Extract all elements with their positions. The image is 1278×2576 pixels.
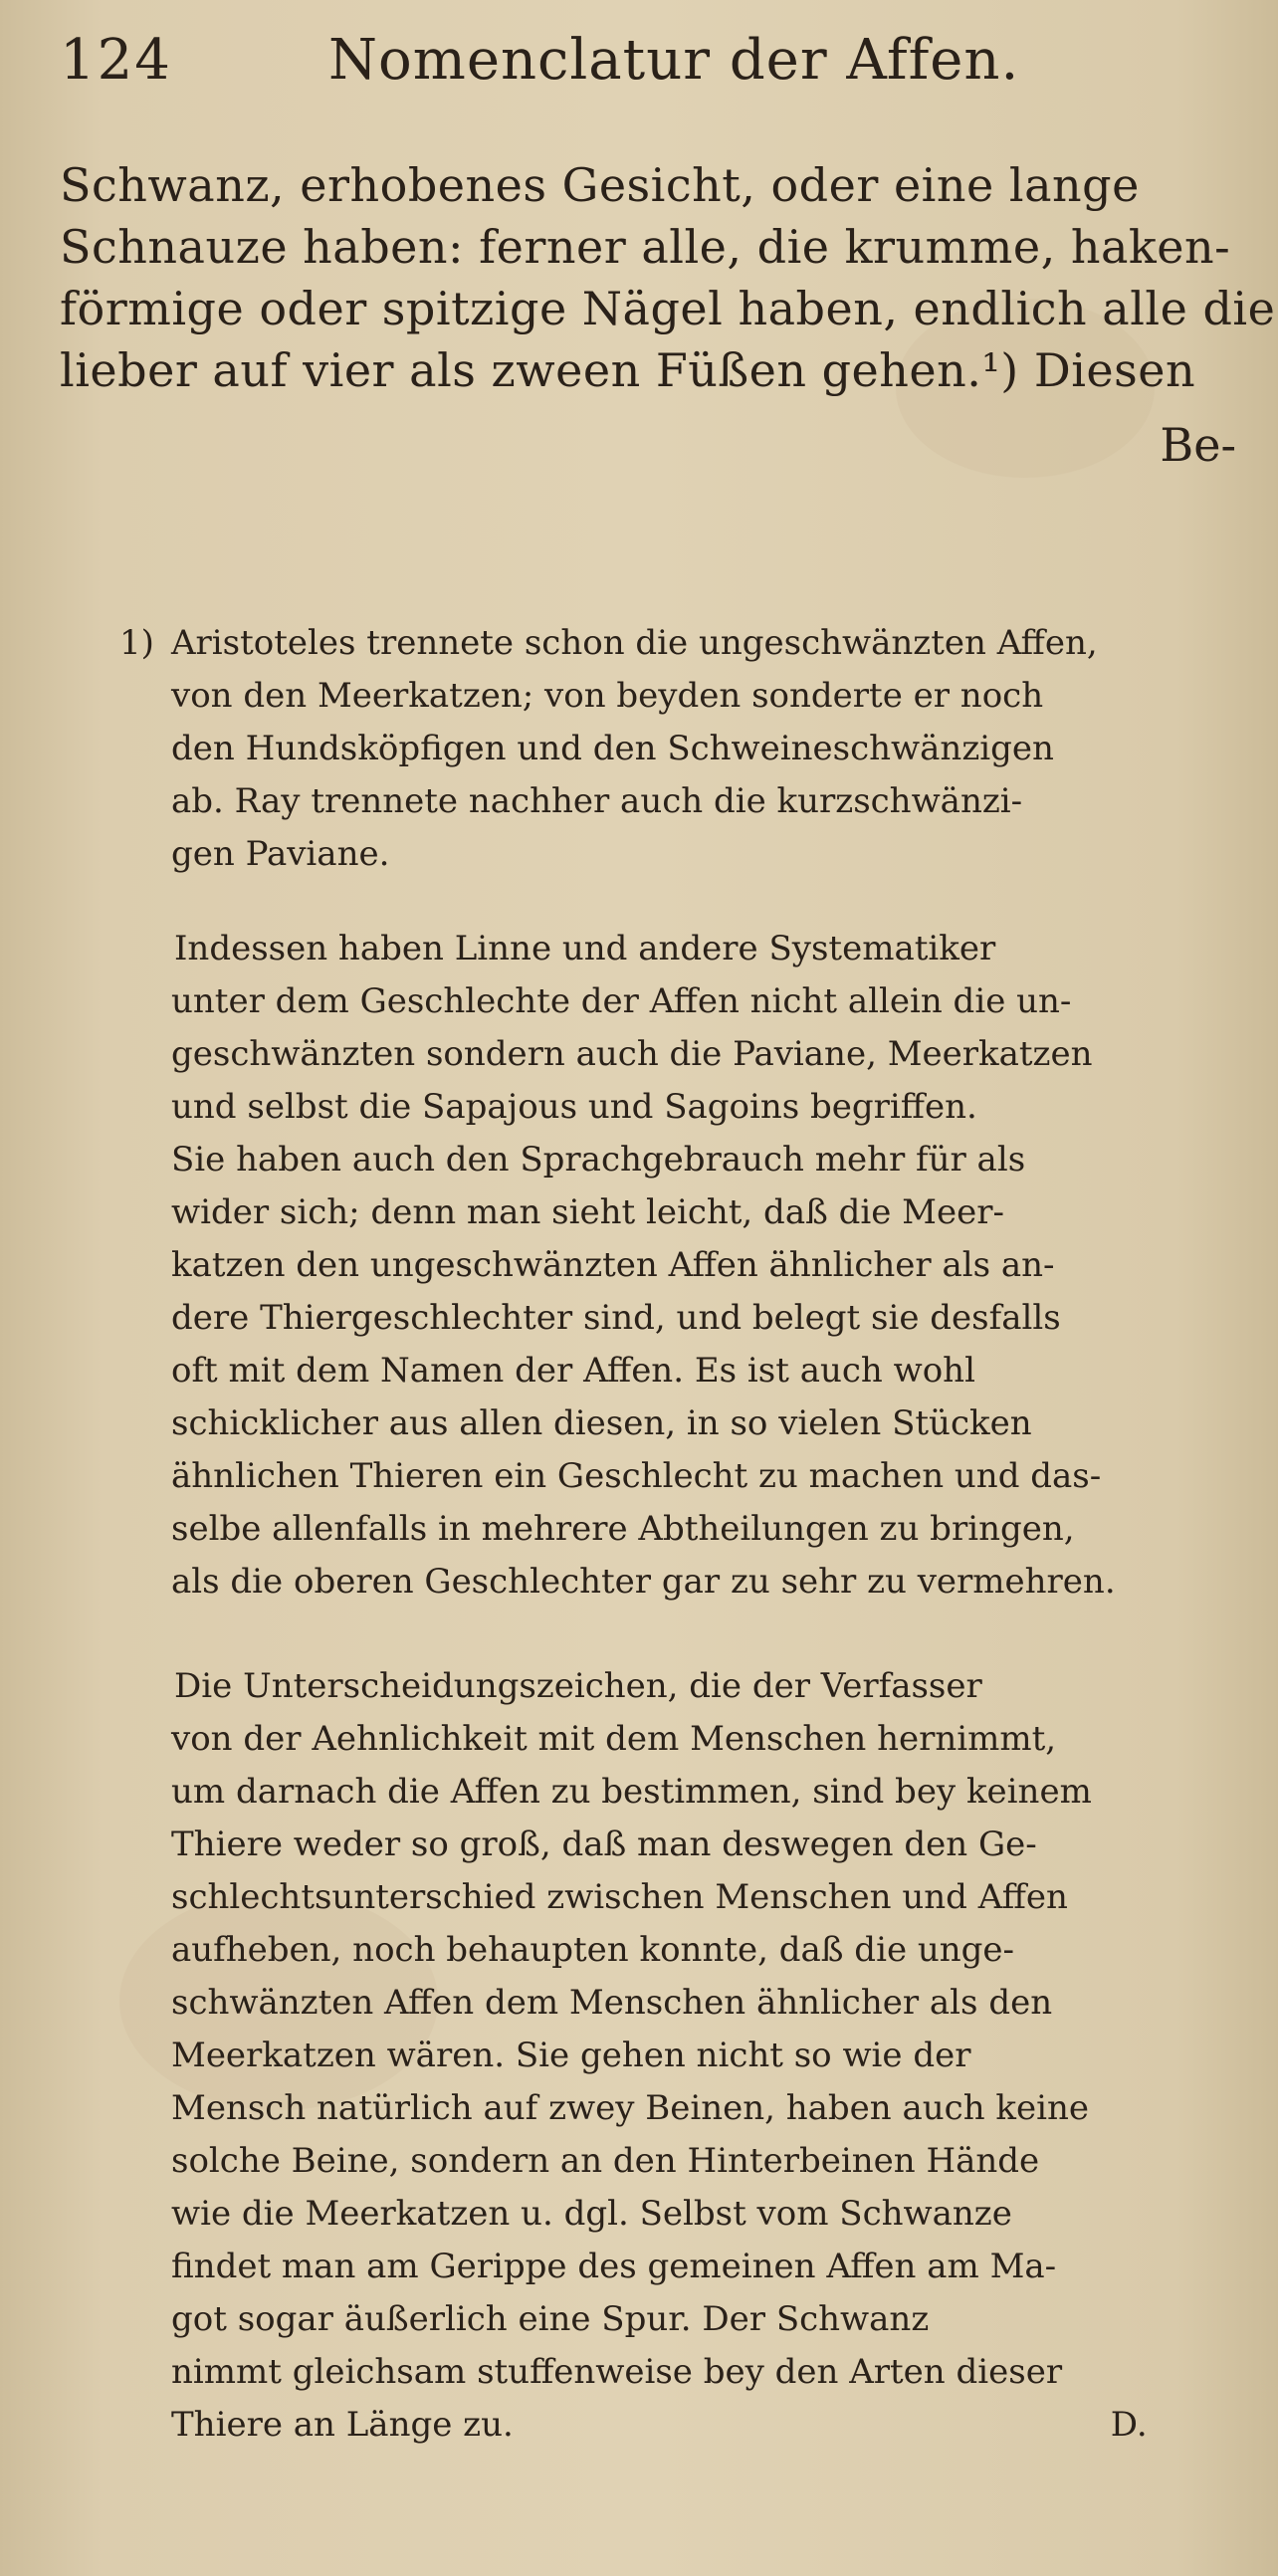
- footnote-line: schicklicher aus allen diesen, in so vielen Stücken: [171, 1403, 1032, 1443]
- page-number: 124: [60, 28, 172, 93]
- footnote-catchword: D.: [1110, 2405, 1148, 2445]
- footnote-line: Meerkatzen wären. Sie gehen nicht so wie der: [171, 2036, 971, 2075]
- footnote-line: den Hundsköpfigen und den Schweineschwänzigen: [171, 729, 1054, 768]
- page-header: [60, 28, 1218, 107]
- running-title: Nomenclatur der Affen.: [328, 28, 1020, 93]
- text-line: Schwanz, erhobenes Gesicht, oder eine lange: [60, 158, 1140, 212]
- footnote-line: wider sich; denn man sieht leicht, daß die Meer-: [171, 1192, 1004, 1232]
- footnote-line: solche Beine, sondern an den Hinterbeinen Hände: [171, 2141, 1040, 2181]
- footnote-line: Mensch natürlich auf zwey Beinen, haben auch keine: [171, 2088, 1090, 2128]
- footnote-line: unter dem Geschlechte der Affen nicht allein die un-: [171, 981, 1072, 1021]
- footnote-marker: 1): [119, 623, 154, 663]
- footnote-line: [60, 2399, 1224, 2452]
- catchword: Be-: [1160, 418, 1236, 472]
- footnote-line: findet man am Gerippe des gemeinen Affen am Ma-: [171, 2247, 1057, 2286]
- footnote-line: und selbst die Sapajous und Sagoins begriffen.: [171, 1087, 977, 1127]
- footnote-paragraph-1: [60, 617, 1224, 881]
- footnote-line: schlechtsunterschied zwischen Menschen und Affen: [171, 1877, 1068, 1917]
- footnote-text: Aristoteles trennete schon die ungeschwänzten Affen,: [171, 623, 1098, 663]
- footnote-line: gen Paviane.: [171, 834, 390, 874]
- footnote-block: [60, 617, 1224, 2452]
- footnote-paragraph-2: [60, 923, 1224, 1609]
- footnote-line: geschwänzten sondern auch die Paviane, Meerkatzen: [171, 1034, 1093, 1074]
- footnote-line: ab. Ray trennete nachher auch die kurzschwänzi-: [171, 781, 1023, 821]
- footnote-line: von der Aehnlichkeit mit dem Menschen hernimmt,: [171, 1719, 1057, 1759]
- footnote-line: um darnach die Affen zu bestimmen, sind bey keinem: [171, 1772, 1092, 1812]
- footnote-line: ähnlichen Thieren ein Geschlecht zu machen und das-: [171, 1456, 1102, 1496]
- footnote-line: Thiere weder so groß, daß man deswegen den Ge-: [171, 1825, 1037, 1864]
- footnote-line: aufheben, noch behaupten konnte, daß die unge-: [171, 1930, 1015, 1970]
- text-line: förmige oder spitzige Nägel haben, endlich alle die: [60, 282, 1276, 335]
- footnote-line: Indessen haben Linne und andere Systematiker: [174, 929, 996, 968]
- footnote-last-text: Thiere an Länge zu.: [171, 2405, 514, 2445]
- footnote-line: oft mit dem Namen der Affen. Es ist auch wohl: [171, 1351, 975, 1391]
- text-line: lieber auf vier als zween Füßen gehen.¹) Diesen: [60, 343, 1196, 397]
- footnote-line: wie die Meerkatzen u. dgl. Selbst vom Schwanze: [171, 2194, 1012, 2234]
- footnote-line: dere Thiergeschlechter sind, und belegt sie desfalls: [171, 1298, 1061, 1338]
- main-text-block: [60, 154, 1276, 401]
- footnote-line: Die Unterscheidungszeichen, die der Verfasser: [174, 1666, 982, 1706]
- text-line: Schnauze haben: ferner alle, die krumme, haken-: [60, 220, 1231, 274]
- footnote-line: von den Meerkatzen; von beyden sonderte er noch: [171, 676, 1044, 716]
- footnote-line: selbe allenfalls in mehrere Abtheilungen zu bringen,: [171, 1509, 1075, 1549]
- footnote-line: als die oberen Geschlechter gar zu sehr zu vermehren.: [171, 1562, 1116, 1602]
- footnote-paragraph-3: [60, 1660, 1224, 2452]
- footnote-line: Sie haben auch den Sprachgebrauch mehr für als: [171, 1140, 1026, 1180]
- footnote-line: [60, 617, 1224, 670]
- footnote-line: got sogar äußerlich eine Spur. Der Schwanz: [171, 2299, 930, 2339]
- footnote-line: katzen den ungeschwänzten Affen ähnlicher als an-: [171, 1245, 1055, 1285]
- footnote-line: schwänzten Affen dem Menschen ähnlicher als den: [171, 1983, 1053, 2023]
- footnote-line: nimmt gleichsam stuffenweise bey den Arten dieser: [171, 2352, 1063, 2392]
